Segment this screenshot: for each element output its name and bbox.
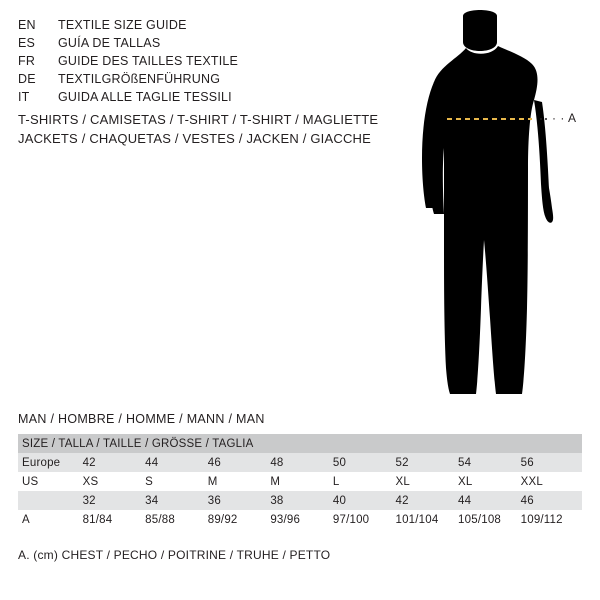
chest-measure-label: · · A [552, 111, 577, 125]
row-label: US [18, 472, 81, 491]
garment-categories [18, 110, 438, 148]
table-cell: 34 [143, 491, 206, 510]
table-cell: 36 [206, 491, 269, 510]
table-title: MAN / HOMBRE / HOMME / MANN / MAN [18, 412, 265, 426]
table-cell: L [331, 472, 394, 491]
table-cell: XS [81, 472, 144, 491]
table-cell: 81/84 [81, 510, 144, 529]
language-title: TEXTILGRÖßENFÜHRUNG [58, 72, 221, 86]
table-cell: 52 [393, 453, 456, 472]
table-cell: 97/100 [331, 510, 394, 529]
table-cell: XL [456, 472, 519, 491]
table-cell: 85/88 [143, 510, 206, 529]
language-title: GUIDE DES TAILLES TEXTILE [58, 54, 239, 68]
table-cell: 89/92 [206, 510, 269, 529]
size-table [18, 434, 582, 529]
language-row [18, 16, 378, 34]
size-table-section [18, 412, 582, 529]
silhouette-icon [400, 8, 600, 408]
language-row [18, 88, 378, 106]
table-cell: XXL [519, 472, 582, 491]
language-code: EN [18, 18, 36, 32]
table-row [18, 510, 582, 529]
table-cell: 101/104 [393, 510, 456, 529]
table-cell: 44 [456, 491, 519, 510]
row-label: Europe [18, 453, 81, 472]
row-label: A [18, 510, 81, 529]
table-cell: 38 [268, 491, 331, 510]
table-header-row [18, 434, 582, 453]
language-title: GUIDA ALLE TAGLIE TESSILI [58, 90, 232, 104]
table-cell: 40 [331, 491, 394, 510]
language-title: TEXTILE SIZE GUIDE [58, 18, 187, 32]
language-row [18, 34, 378, 52]
table-cell: XL [393, 472, 456, 491]
row-label [18, 491, 81, 510]
table-cell: 42 [81, 453, 144, 472]
table-cell: 56 [519, 453, 582, 472]
table-cell: 44 [143, 453, 206, 472]
language-list [18, 16, 378, 106]
table-row [18, 491, 582, 510]
language-code: DE [18, 72, 36, 86]
language-title: GUÍA DE TALLAS [58, 36, 161, 50]
table-cell: 109/112 [519, 510, 582, 529]
table-cell: 46 [206, 453, 269, 472]
language-code: IT [18, 90, 30, 104]
language-code: FR [18, 54, 36, 68]
table-cell: 93/96 [268, 510, 331, 529]
garment-line-jackets: JACKETS / CHAQUETAS / VESTES / JACKEN / GIACCHE [18, 131, 372, 146]
table-row [18, 472, 582, 491]
table-row [18, 453, 582, 472]
measurement-caption: A. (cm) CHEST / PECHO / POITRINE / TRUHE / PETTO [18, 548, 331, 562]
table-cell: 105/108 [456, 510, 519, 529]
table-cell: 50 [331, 453, 394, 472]
table-cell: S [143, 472, 206, 491]
table-cell: 32 [81, 491, 144, 510]
table-header-label: SIZE / TALLA / TAILLE / GRÖSSE / TAGLIA [18, 434, 582, 453]
table-cell: 42 [393, 491, 456, 510]
male-silhouette-figure [400, 8, 600, 408]
table-cell: M [268, 472, 331, 491]
language-row [18, 70, 378, 88]
table-cell: 54 [456, 453, 519, 472]
table-cell: 46 [519, 491, 582, 510]
language-row [18, 52, 378, 70]
garment-line-tshirts: T-SHIRTS / CAMISETAS / T-SHIRT / T-SHIRT / MAGLIETTE [18, 112, 379, 127]
table-cell: M [206, 472, 269, 491]
language-code: ES [18, 36, 36, 50]
table-cell: 48 [268, 453, 331, 472]
